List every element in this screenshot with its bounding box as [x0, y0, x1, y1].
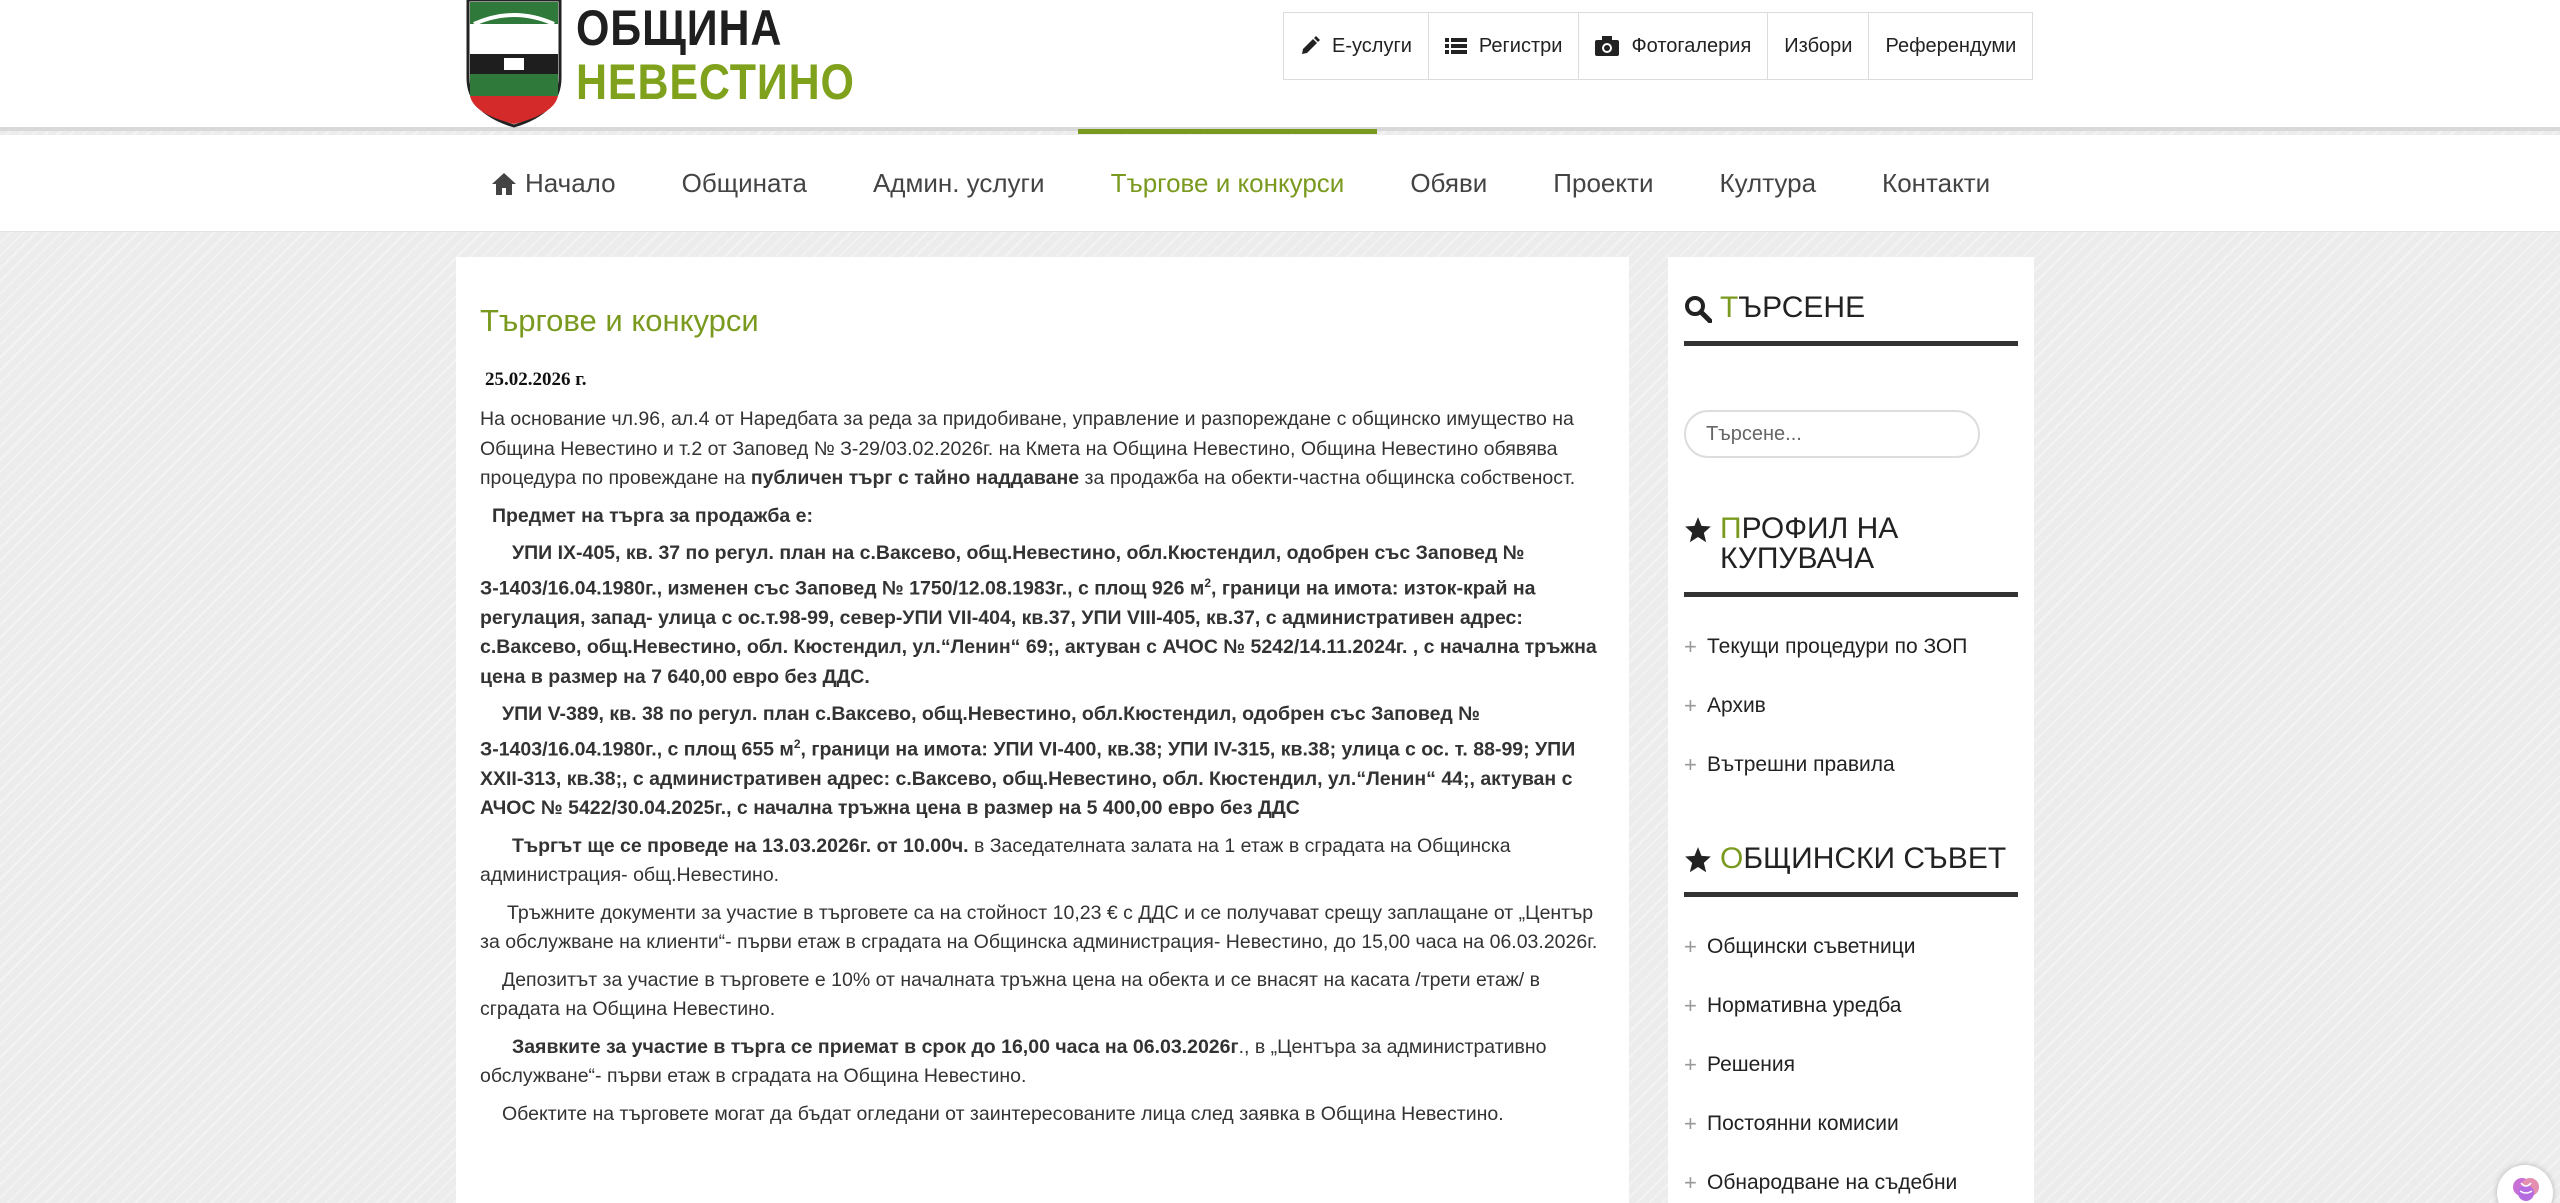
- star-icon: [1684, 846, 1712, 874]
- list-item[interactable]: [1684, 976, 2018, 1035]
- list-item-label: Текущи процедури по ЗОП: [1707, 634, 1968, 658]
- nav-item-label: Проекти: [1553, 168, 1654, 198]
- assistant-widget-button[interactable]: [2497, 1165, 2553, 1203]
- list-icon: [1445, 37, 1467, 55]
- list-item[interactable]: [1684, 676, 2018, 735]
- list-item[interactable]: [1684, 617, 2018, 676]
- sidebar: [1668, 257, 2034, 1203]
- municipal-council-list: [1684, 917, 2018, 1203]
- nav-item-contacts[interactable]: [1849, 135, 2023, 232]
- logo-title-line1: ОБЩИНА: [576, 0, 783, 56]
- municipal-council-widget-title: [1684, 844, 2018, 897]
- list-item-label: Нормативна уредба: [1707, 993, 1902, 1017]
- utility-elections[interactable]: [1768, 13, 1869, 79]
- article-date: 25.02.2026 г.: [485, 369, 587, 390]
- nav-item-announcements[interactable]: [1377, 135, 1520, 232]
- plus-icon: +: [1684, 933, 1697, 959]
- plus-icon: +: [1684, 633, 1697, 659]
- title-initial: П: [1720, 512, 1742, 545]
- utility-e-services-label: Е-услуги: [1332, 34, 1412, 57]
- title-line2: КУПУВАЧА: [1720, 542, 1875, 575]
- pencil-icon: [1300, 36, 1320, 56]
- buyer-profile-list: [1684, 617, 2018, 794]
- site-logo[interactable]: [464, 0, 900, 128]
- nav-item-tenders[interactable]: [1078, 135, 1378, 232]
- utility-photo-gallery-label: Фотогалерия: [1631, 34, 1752, 57]
- article-paragraph: [480, 832, 1605, 891]
- article-paragraph: [480, 539, 1605, 692]
- superscript: 2: [1204, 575, 1211, 590]
- utility-referendums-label: Референдуми: [1885, 34, 2017, 57]
- list-item[interactable]: [1684, 1035, 2018, 1094]
- list-item[interactable]: [1684, 1153, 2018, 1203]
- text-span: за продажба на обекти-частна общинска собственост.: [1079, 467, 1576, 489]
- title-rest: ЪРСЕНЕ: [1738, 291, 1866, 324]
- list-item-label: Общински съветници: [1707, 934, 1916, 958]
- text-span: , граници на имота: изток-край на регулация, запад- улица с ос.т.98-99, север-УПИ VІІ-404, кв.37, УПИ VІІІ-405, кв.37, с административен адрес: с.Ваксево, общ.Невестино, обл. Кюстендил, ул.“Ленин“ 69;, актуван с АЧОС № 5242/14.11.2024г. , с начална тръжна цена в размер на 7 640,00 евро без ДДС.: [480, 577, 1597, 688]
- bold-text: Търгът ще се проведе на 13.03.2026г. от 10.00ч.: [512, 834, 969, 857]
- plus-icon: +: [1684, 692, 1697, 718]
- article-paragraph: [480, 405, 1605, 494]
- search-input[interactable]: [1684, 410, 1980, 458]
- main-navigation: [0, 135, 2560, 232]
- plus-icon: +: [1684, 1051, 1697, 1077]
- article-paragraph: [480, 1033, 1605, 1092]
- site-header: [0, 0, 2560, 131]
- municipality-crest-icon: [464, 0, 564, 128]
- list-item-label: Постоянни комисии: [1707, 1111, 1899, 1135]
- plus-icon: +: [1684, 992, 1697, 1018]
- home-icon: [491, 172, 517, 196]
- brain-icon: [2511, 1175, 2541, 1203]
- title-rest: БЩИНСКИ СЪВЕТ: [1743, 842, 2007, 875]
- nav-item-municipality[interactable]: [649, 135, 840, 232]
- article-paragraph: Обектите на търговете могат да бъдат огледани от заинтересованите лица след заявка в Община Невестино.: [502, 1102, 1504, 1125]
- text-span: УПИ ІХ-405, кв. 37 по регул. план на с.Ваксево, общ.Невестино, обл.Кюстендил, одобрен със Заповед № З-1403/16.04.1980г., изменен със Заповед № 1750/12.08.1983г., с площ 926 м: [480, 542, 1525, 599]
- bold-text: публичен търг с тайно наддаване: [750, 467, 1080, 489]
- title-initial: Т: [1720, 291, 1739, 324]
- list-item[interactable]: [1684, 1094, 2018, 1153]
- text-span: , граници на имота: УПИ VІ-400, кв.38; УПИ ІV-315, кв.38; улица с ос. т. 88-99; УПИ ХХІІ-313, кв.38;, с административен адрес: с.Ваксево, общ.Невестино, обл. Кюстендил, ул.“Ленин“ 44;, актуван с АЧОС № 5422/30.04.2025г., с начална тръжна цена в размер на 5 400,00 евро без ДДС: [480, 738, 1576, 819]
- list-item[interactable]: [1684, 735, 2018, 794]
- article-paragraph: Предмет на търга за продажба е:: [492, 504, 813, 527]
- superscript: 2: [793, 736, 801, 751]
- buyer-profile-widget-title: [1684, 514, 2018, 597]
- article-paragraph: Тръжните документи за участие в търговете са на стойност 10,23 € с ДДС и се получават срещу заплащане от „Център за обслужване на клиенти“- първи етаж в сградата на Общинска администрация- Невестино, до 15,00 часа на 06.03.2026г.: [480, 901, 1598, 953]
- nav-item-home[interactable]: [458, 135, 649, 232]
- article-paragraph: Депозитът за участие в търговете е 10% от началната тръжна цена на обекта и се внасят на касата /трети етаж/ в сградата на Община Невестино.: [480, 968, 1540, 1020]
- list-item-label: Решения: [1707, 1052, 1795, 1076]
- title-rest: РОФИЛ НА: [1741, 512, 1899, 545]
- plus-icon: +: [1684, 1169, 1697, 1195]
- text-span: ., в „Центъра за административно обслужване“- първи етаж в сградата на Община Невестино.: [480, 1035, 1547, 1087]
- logo-title-line2: НЕВЕСТИНО: [576, 54, 855, 110]
- text-span: УПИ V-389, кв. 38 по регул. план с.Ваксево, общ.Невестино, обл.Кюстендил, одобрен със Заповед № З-1403/16.04.1980г., с площ 655 м: [480, 703, 1480, 760]
- nav-item-label: Общината: [681, 168, 807, 198]
- search-icon: [1684, 295, 1712, 323]
- list-item-label: Архив: [1707, 693, 1766, 717]
- page-title: Търгове и конкурси: [480, 303, 759, 338]
- utility-registers[interactable]: [1429, 13, 1580, 79]
- nav-item-label: Контакти: [1882, 168, 1991, 198]
- nav-item-admin-services[interactable]: [840, 135, 1078, 232]
- search-widget-title: [1684, 293, 2018, 346]
- plus-icon: +: [1684, 1110, 1697, 1136]
- star-icon: [1684, 516, 1712, 544]
- utility-photo-gallery[interactable]: [1579, 13, 1768, 79]
- list-item[interactable]: [1684, 917, 2018, 976]
- nav-item-label: Култура: [1719, 168, 1817, 198]
- article-content: [456, 257, 1629, 1203]
- camera-icon: [1595, 36, 1619, 56]
- title-initial: О: [1720, 842, 1744, 875]
- list-item-label: Обнародване на съдебни: [1707, 1170, 1958, 1194]
- nav-item-label: Обяви: [1410, 168, 1488, 198]
- utility-e-services[interactable]: [1284, 13, 1429, 79]
- utility-referendums[interactable]: [1869, 13, 2032, 79]
- utility-elections-label: Избори: [1784, 34, 1853, 57]
- nav-item-label: Търгове и конкурси: [1110, 168, 1345, 198]
- text-span: На основание чл.96, ал.4 от Наредбата за реда за придобиване, управление и разпореждане с общинско имущество на Община Невестино и т.2 от Заповед № З-29/03.02.2026г. на Кмета на Община Невестино, Община Невестино обявява процедура по провеждане на: [480, 408, 1574, 489]
- nav-item-label: Админ. услуги: [872, 168, 1045, 198]
- utility-registers-label: Регистри: [1478, 34, 1563, 57]
- list-item-label: Вътрешни правила: [1707, 752, 1895, 776]
- nav-item-label: Начало: [525, 168, 616, 198]
- plus-icon: +: [1684, 751, 1697, 777]
- bold-text: Заявките за участие в търга се приемат в срок до 16,00 часа на 06.03.2026г: [512, 1035, 1239, 1058]
- nav-item-culture[interactable]: [1686, 135, 1849, 232]
- utility-menu: [1283, 12, 2033, 80]
- text-span: в Заседателната залата на 1 етаж в сградата на Общинска администрация- общ.Невестино.: [480, 834, 1511, 886]
- nav-item-projects[interactable]: [1520, 135, 1686, 232]
- article-paragraph: [480, 700, 1605, 824]
